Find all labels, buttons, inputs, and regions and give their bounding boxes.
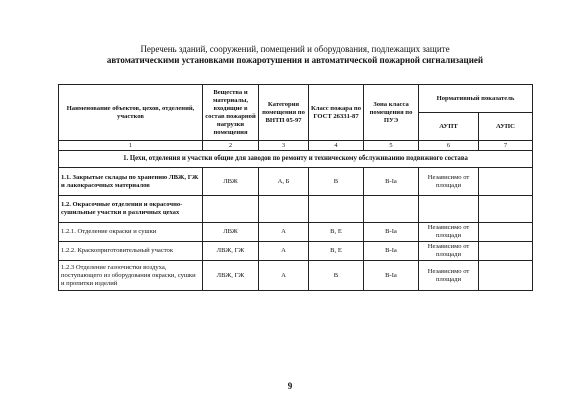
row-fire-class: В — [309, 261, 364, 291]
title-line-1: Перечень зданий, сооружений, помещений и оборудования, подлежащих защите — [140, 44, 450, 54]
row-name: 1.2.1. Отделение окраски и сушки — [59, 223, 203, 242]
header-substances: Вещества и материалы, входящие в состав пожарной нагрузки помещения — [203, 85, 259, 141]
header-aups: АУПС — [479, 113, 533, 141]
row-zone: В-Iа — [364, 261, 419, 291]
row-name: 1.2. Окрасочные отделения и окрасочно-сушильные участки в различных цехах — [59, 196, 203, 223]
table-row — [59, 242, 533, 261]
row-name: 1.1. Закрытые склады по хранению ЛВЖ, ГЖ и лакокрасочных материалов — [59, 168, 203, 196]
row-category — [259, 196, 309, 223]
row-name: 1.2.2. Краскоприготовительный участок — [59, 242, 203, 261]
row-fire-class — [309, 196, 364, 223]
row-fire-class: В, Е — [309, 242, 364, 261]
row-category: А — [259, 223, 309, 242]
row-aups — [479, 196, 533, 223]
header-name: Наименование объектов, цехов, отделений, участков — [59, 85, 203, 141]
header-row — [59, 85, 533, 113]
table-row — [59, 196, 533, 223]
objects-table — [58, 84, 533, 291]
column-number: 2 — [203, 141, 259, 151]
row-aups — [479, 223, 533, 242]
row-substances — [203, 196, 259, 223]
header-category: Категория помещения по ВНТП 05-97 — [259, 85, 309, 141]
row-substances: ЛВЖ — [203, 223, 259, 242]
row-aupt: Независимо от площади — [419, 223, 479, 242]
column-number: 5 — [364, 141, 419, 151]
header-fire-class: Класс пожара по ГОСТ 26331-87 — [309, 85, 364, 141]
row-category: А — [259, 242, 309, 261]
column-number: 3 — [259, 141, 309, 151]
row-fire-class: В, Е — [309, 223, 364, 242]
section-title: 1. Цехи, отделения и участки общие для заводов по ремонту и техническому обслуживанию подвижного состава — [59, 151, 533, 168]
column-number: 4 — [309, 141, 364, 151]
row-zone: В-Iа — [364, 223, 419, 242]
row-aupt — [419, 196, 479, 223]
page-number: 9 — [287, 381, 293, 391]
row-zone: В-Iа — [364, 242, 419, 261]
column-numbers-row — [59, 141, 533, 151]
title-line-2: автоматическими установками пожаротушения и автоматической пожарной сигнализацией — [106, 55, 484, 65]
table-row — [59, 223, 533, 242]
header-aupt: АУПТ — [419, 113, 479, 141]
row-category: А — [259, 261, 309, 291]
row-substances: ЛВЖ — [203, 168, 259, 196]
column-number: 6 — [419, 141, 479, 151]
header-zone: Зона класса помещения по ПУЭ — [364, 85, 419, 141]
column-number: 1 — [59, 141, 203, 151]
row-aups — [479, 168, 533, 196]
row-substances: ЛВЖ, ГЖ — [203, 242, 259, 261]
section-row — [59, 151, 533, 168]
row-fire-class: В — [309, 168, 364, 196]
row-category: А, Б — [259, 168, 309, 196]
row-aupt: Независимо от площади — [419, 168, 479, 196]
table-row — [59, 261, 533, 291]
row-substances: ЛВЖ, ГЖ — [203, 261, 259, 291]
document-title — [60, 44, 530, 66]
header-normative-group: Нормативный показатель — [419, 85, 533, 113]
table-row — [59, 168, 533, 196]
row-aups — [479, 242, 533, 261]
row-zone — [364, 196, 419, 223]
row-aupt: Независимо от площади — [419, 242, 479, 261]
column-number: 7 — [479, 141, 533, 151]
row-zone: В-Iа — [364, 168, 419, 196]
row-aupt: Независимо от площади — [419, 261, 479, 291]
row-aups — [479, 261, 533, 291]
row-name: 1.2.3 Отделение газоочистки воздуха, поступающего из оборудования окраски, сушки и пропитки изделий — [59, 261, 203, 291]
